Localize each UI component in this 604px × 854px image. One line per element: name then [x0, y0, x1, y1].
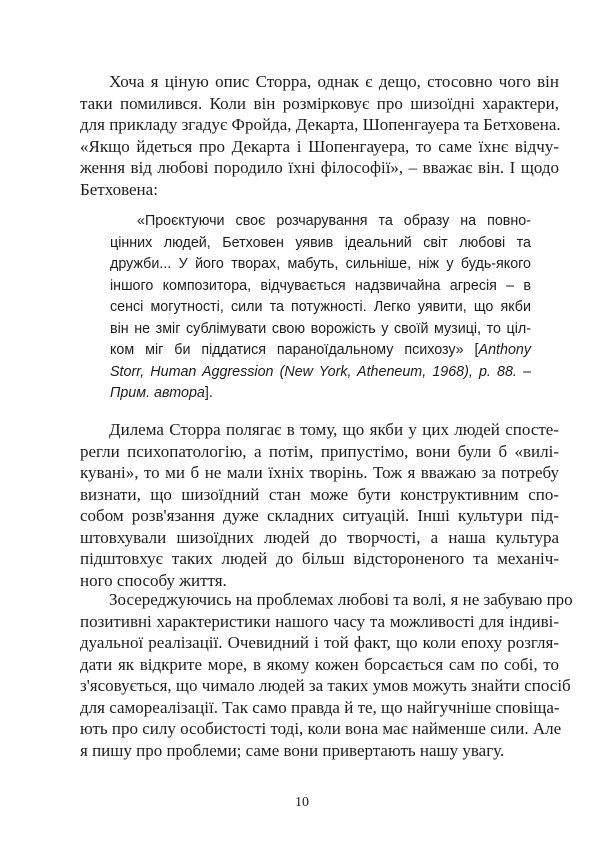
quote-line: іншого композитора, відчувається надзвичайна агресія – в: [110, 277, 531, 294]
quote-line: сенсі могутності, сили та потужності. Легко уявити, що якби: [110, 299, 531, 315]
text-line: для прикладу згадує Фройда, Декарта, Шопенгауера та Бетховена.: [80, 115, 561, 134]
text-line: кувані», то ми б не мали їхніх творінь. Тож я вважаю за потребу: [80, 463, 559, 482]
text-line: я пишу про проблеми; саме вони привертають нашу увагу.: [80, 740, 505, 760]
quote-line: він не зміг сублімувати свою ворожість у своїй музиці, то ціл-: [110, 320, 531, 337]
paragraph-2: [80, 419, 559, 591]
text-line: визнати, що шизоїдний стан може бути конструктивним спо-: [80, 484, 559, 504]
quote-text: ком міг би піддатися параноїдальному психозу» [: [110, 342, 479, 358]
text-line: Бетховена:: [80, 179, 158, 199]
quote-line: «Проєктуючи своє розчарування та образу на повно-: [137, 213, 531, 229]
text-line: таки помилився. Коли він розмірковує про шизоїдні характери,: [80, 93, 559, 113]
quote-line: [110, 340, 531, 362]
text-line: ження від любові породило їхні філософії», – вважає він. І щодо: [80, 158, 559, 177]
text-line: ють про силу особистості тоді, коли вона має найменше сили. Але: [80, 719, 562, 738]
citation-author: Anthony: [478, 342, 531, 358]
text-line: дуальної реалізації. Очевидний і той факт, що коли епоху розгля-: [80, 633, 559, 652]
text-line: позитивні характеристики нашого часу та можливості для індиві-: [80, 611, 559, 631]
quote-line: цінних людей, Бетховен уявив ідеальний світ любові та: [110, 234, 531, 251]
quote-line: [110, 383, 531, 405]
page-number: 10: [295, 795, 309, 810]
text-line: «Якщо йдеться про Декарта і Шопенгауера, то саме їхнє відчу-: [80, 136, 559, 156]
paragraph-1: [80, 71, 559, 200]
text-line: для самореалізації. Так само правда й те, що найгучніше сповіща-: [80, 697, 560, 717]
paragraph-3: [80, 589, 573, 761]
text-line: з'ясовується, що чимало людей за таких умов можуть знайти спосіб: [80, 676, 571, 695]
text-line: регли психопатологію, а потім, припустімо, вони були б «вилі-: [80, 441, 559, 461]
author-note: Прим. автора: [110, 385, 205, 401]
text-line: дати як відкрите море, в якому кожен борсається сам по собі, то: [80, 654, 559, 674]
text-line: Хоча я ціную опис Сторра, однак є дещо, стосовно чого він: [109, 72, 559, 91]
text-line: собом розв'язання дуже складних ситуацій. Інші культури під-: [80, 506, 559, 525]
text-line: ного способу життя.: [80, 570, 227, 590]
bracket-close: ].: [204, 385, 213, 401]
text-line: штовхували шизоїдних людей до творчості, а наша культура: [80, 527, 559, 547]
text-line: Дилема Сторра полягає в тому, що якби у цих людей спосте-: [109, 420, 559, 439]
text-line: Зосереджуючись на проблемах любові та волі, я не забуваю про: [109, 590, 573, 609]
quote-line: дружби... У його творах, мабуть, сильніше, ніж у будь-якого: [110, 256, 531, 272]
citation-line: Storr, Human Aggression (New York, Atheneum, 1968), p. 88. –: [110, 363, 531, 380]
block-quote: [110, 211, 531, 405]
text-line: підштовхує таких людей до більш відстороненого та механіч-: [80, 549, 559, 568]
